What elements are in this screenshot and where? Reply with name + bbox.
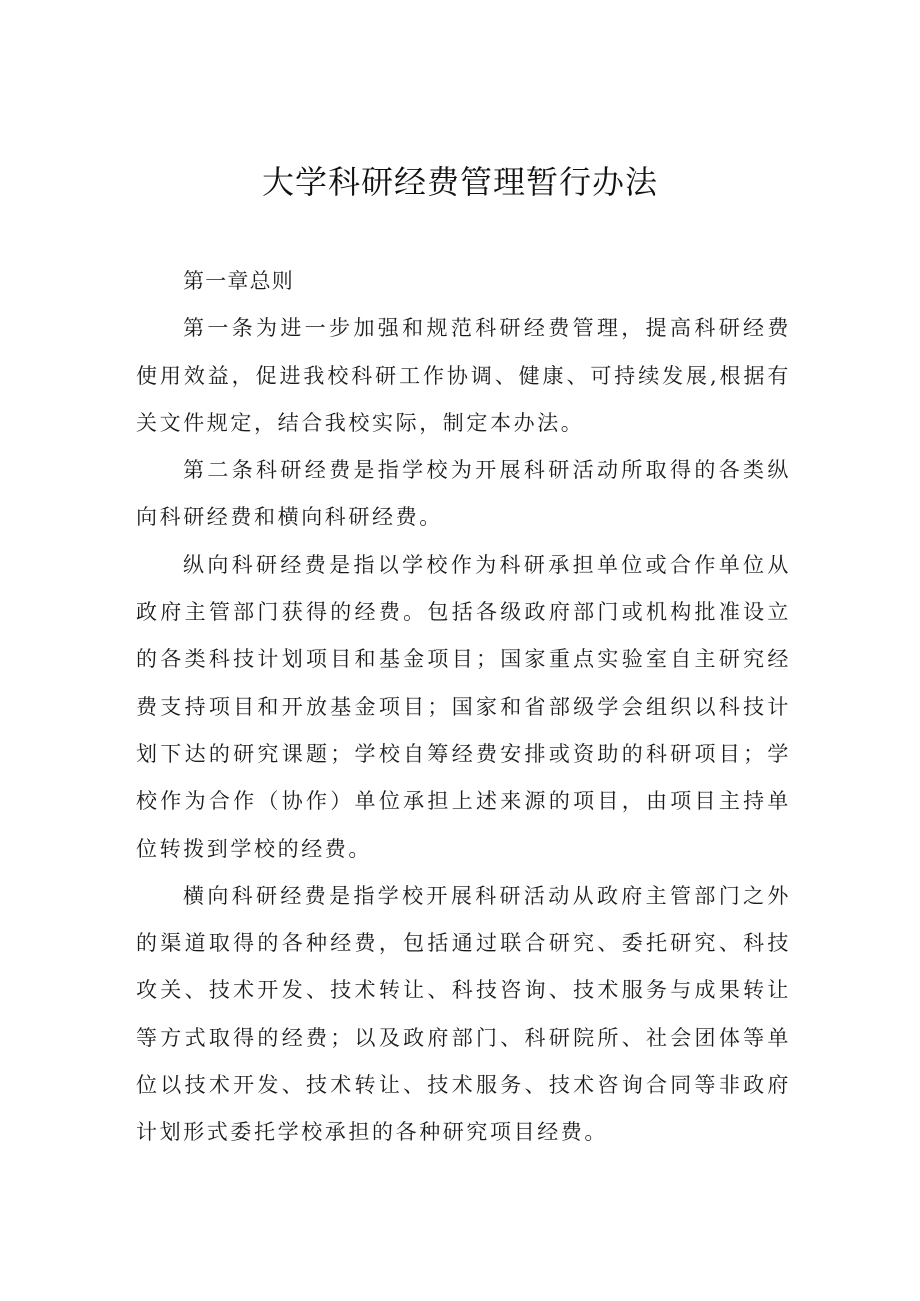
document-body: [136, 258, 791, 1157]
article-2-paragraph: 第二条科研经费是指学校为开展科研活动所取得的各类纵向科研经费和横向科研经费。: [136, 458, 791, 530]
document-title: 大学科研经费管理暂行办法: [261, 163, 658, 201]
article-1-paragraph: 第一条为进一步加强和规范科研经费管理，提高科研经费使用效益，促进我校科研工作协调、健康、可持续发展,根据有关文件规定，结合我校实际，制定本办法。: [136, 316, 791, 435]
vertical-funding-paragraph: 纵向科研经费是指以学校作为科研承担单位或合作单位从政府主管部门获得的经费。包括各级政府部门或机构批准设立的各类科技计划项目和基金项目；国家重点实验室自主研究经费支持项目和开放基金项目；国家和省部级学会组织以科技计划下达的研究课题；学校自筹经费安排或资助的科研项目；学校作为合作（协作）单位承担上述来源的项目，由项目主持单位转拨到学校的经费。: [136, 552, 791, 861]
chapter-heading: 第一章总则: [183, 269, 294, 293]
horizontal-funding-paragraph: 横向科研经费是指学校开展科研活动从政府主管部门之外的渠道取得的各种经费，包括通过联合研究、委托研究、科技攻关、技术开发、技术转让、科技咨询、技术服务与成果转让等方式取得的经费；以及政府部门、科研院所、社会团体等单位以技术开发、技术转让、技术服务、技术咨询合同等非政府计划形式委托学校承担的各种研究项目经费。: [136, 883, 791, 1145]
